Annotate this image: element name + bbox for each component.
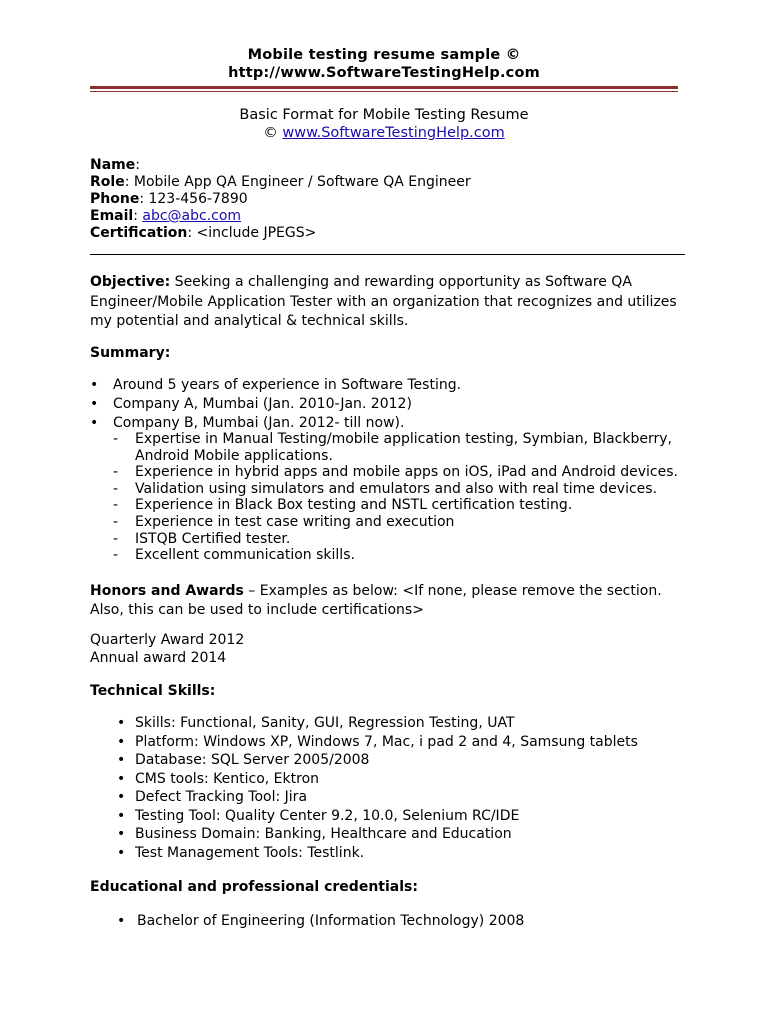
header-title: Mobile testing resume sample © xyxy=(247,47,521,63)
contact-certification xyxy=(90,225,471,242)
list-item: - Experience in hybrid apps and mobile apps on iOS, iPad and Android devices. xyxy=(113,464,678,481)
subtitle-link-line xyxy=(90,124,678,142)
list-item: • Test Management Tools: Testlink. xyxy=(117,844,365,861)
list-item: • Company A, Mumbai (Jan. 2010-Jan. 2012) xyxy=(90,396,412,412)
bullet-icon: • xyxy=(90,377,99,393)
list-item: - Excellent communication skills. xyxy=(113,547,355,564)
summary-sub-list xyxy=(113,431,693,564)
dash-icon: - xyxy=(113,497,119,514)
bullet-icon: • xyxy=(117,913,126,929)
dash-icon: - xyxy=(113,431,119,447)
bullet-icon: • xyxy=(117,789,126,805)
list-item: - Experience in test case writing and execution xyxy=(113,513,455,530)
dash-icon: - xyxy=(113,530,119,547)
bullet-icon: • xyxy=(90,415,99,431)
bullet-icon: • xyxy=(117,715,126,731)
technical-skills-list xyxy=(117,714,697,862)
header-url: http://www.SoftwareTestingHelp.com xyxy=(228,65,540,81)
contact-phone xyxy=(90,191,471,208)
list-item: • Skills: Functional, Sanity, GUI, Regression Testing, UAT xyxy=(117,715,515,731)
honors-paragraph xyxy=(90,582,690,620)
bullet-icon: • xyxy=(117,844,126,861)
bullet-icon: • xyxy=(117,807,126,824)
education-title: Educational and professional credentials: xyxy=(90,879,418,895)
award-item: Quarterly Award 2012 xyxy=(90,632,245,648)
dash-icon: - xyxy=(113,547,119,564)
honors-label: Honors and Awards xyxy=(90,583,244,599)
list-item: • Company B, Mumbai (Jan. 2012- till now). xyxy=(90,415,405,431)
role-label: Role xyxy=(90,174,125,190)
name-value: : xyxy=(135,157,140,173)
list-item: • Database: SQL Server 2005/2008 xyxy=(117,752,370,768)
header-rule-thick xyxy=(90,86,678,89)
objective-label: Objective: xyxy=(90,274,171,290)
technical-skills-title: Technical Skills: xyxy=(90,683,216,699)
list-item: • Platform: Windows XP, Windows 7, Mac, i pad 2 and 4, Samsung tablets xyxy=(117,733,638,750)
bullet-icon: • xyxy=(117,770,126,787)
dash-icon: - xyxy=(113,513,119,530)
bullet-icon: • xyxy=(117,826,126,842)
role-value: : Mobile App QA Engineer / Software QA Engineer xyxy=(124,174,471,190)
email-label: Email xyxy=(90,208,134,224)
summary-list xyxy=(90,376,690,433)
name-label: Name xyxy=(90,157,136,173)
dash-icon: - xyxy=(113,480,119,497)
site-link[interactable]: www.SoftwareTestingHelp.com xyxy=(282,125,505,141)
summary-title: Summary: xyxy=(90,345,171,361)
email-separator: : xyxy=(133,208,143,224)
email-link[interactable]: abc@abc.com xyxy=(142,208,242,224)
awards-list xyxy=(90,632,244,667)
document-header xyxy=(90,46,678,82)
contact-divider xyxy=(90,254,685,255)
subtitle-title: Basic Format for Mobile Testing Resume xyxy=(239,107,529,123)
contact-name xyxy=(90,157,471,174)
objective-text: Seeking a challenging and rewarding opportunity as Software QA Engineer/Mobile Application Tester with an organization that recognizes and utilizes my potential and analytical & technical skills. xyxy=(90,274,677,329)
list-item: • Around 5 years of experience in Software Testing. xyxy=(90,377,462,393)
award-item: Annual award 2014 xyxy=(90,649,227,666)
honors-text: – Examples as below: <If none, please remove the section. Also, this can be used to include certifications> xyxy=(90,583,662,618)
phone-value: : 123-456-7890 xyxy=(139,191,248,207)
list-item: • CMS tools: Kentico, Ektron xyxy=(117,770,320,787)
dash-icon: - xyxy=(113,464,119,481)
education-list xyxy=(117,912,524,930)
list-item: • Bachelor of Engineering (Information Technology) 2008 xyxy=(117,913,525,929)
bullet-icon: • xyxy=(117,752,126,768)
list-item: - Experience in Black Box testing and NSTL certification testing. xyxy=(113,497,573,514)
list-item: • Defect Tracking Tool: Jira xyxy=(117,789,308,805)
copyright-symbol: © xyxy=(263,125,283,141)
contact-email xyxy=(90,208,471,225)
list-item: • Business Domain: Banking, Healthcare and Education xyxy=(117,826,512,842)
contact-role xyxy=(90,174,471,191)
certification-value: : <include JPEGS> xyxy=(187,225,317,241)
header-rule-thin xyxy=(90,91,678,92)
list-item: • Testing Tool: Quality Center 9.2, 10.0, Selenium RC/IDE xyxy=(117,807,520,824)
certification-label: Certification xyxy=(90,225,188,241)
list-item: - Expertise in Manual Testing/mobile application testing, Symbian, Blackberry, Android Mobile applications. xyxy=(113,431,672,464)
phone-label: Phone xyxy=(90,191,140,207)
list-item: - Validation using simulators and emulators and also with real time devices. xyxy=(113,480,658,497)
bullet-icon: • xyxy=(117,733,126,750)
document-subtitle xyxy=(90,106,678,142)
bullet-icon: • xyxy=(90,396,99,412)
list-item: - ISTQB Certified tester. xyxy=(113,530,291,547)
contact-block xyxy=(90,157,471,242)
objective-paragraph xyxy=(90,273,680,332)
